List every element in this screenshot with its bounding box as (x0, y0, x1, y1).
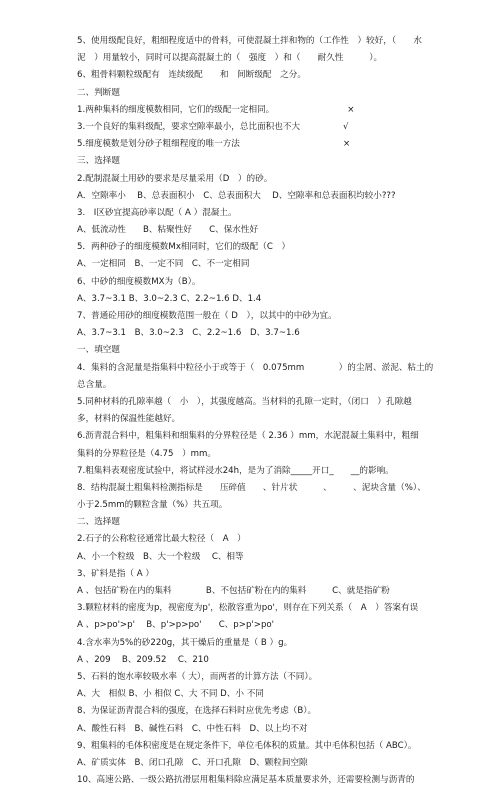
text-line: 9、粗集料的毛体积密度是在规定条件下，单位毛体积的质量。其中毛体积包括（ ABC）。 (77, 740, 417, 751)
text-line: 7、普通砼用砂的细度模数范围一般在（ D ），以其中的中砂为宜。 (77, 311, 337, 321)
text-line: 总含量。 (77, 379, 112, 390)
section-heading: 二、选择题 (77, 517, 120, 528)
section-heading: 二、判断题 (77, 87, 120, 98)
text-line: A、酸性石料 B、碱性石料 C、中性石料 D、以上均不对 (77, 723, 308, 734)
text-line: A、3.7~3.1 B、3.0~2.3 C、2.2~1.6 D、3.7~1.6 (77, 328, 300, 339)
text-line: 5、使用级配良好，粗细程度适中的骨料，可使混凝土拌和物的（工作性 ）较好，（ 水 (77, 36, 422, 46)
text-line: A、小一个粒级 B、大一个粒级 C、相等 (77, 551, 244, 562)
text-line: A、矿质实体 B、闭口孔隙 C、开口孔隙 D、颗粒间空隙 (77, 757, 308, 768)
text-line: A、大 相似 B、小 相似 C、大 不同 D、小 不同 (77, 689, 264, 700)
section-heading: 一、填空题 (77, 345, 120, 356)
text-line: A 、p>po'>p' B、p'>p>po' C、p>p'>po' (77, 620, 275, 631)
text-line: 3、矿料是指（ A ） (77, 568, 154, 579)
text-line: 5.同种材料的孔隙率越（ 小 ），其强度越高。当材料的孔隙一定时，（闭口 ）孔隙越 (77, 396, 412, 407)
text-line: 8、为保证沥青混合料的强度，在选择石料时应优先考虑（B）。 (77, 706, 317, 717)
text-line: 1.两种集料的细度模数相同，它们的级配一定相同。 × (77, 104, 355, 115)
section-heading: 三、选择题 (77, 156, 120, 167)
text-line: 3. I区砂宜提高砂率以配（ A ）混凝土。 (77, 207, 237, 218)
text-line: 小于2.5mm的颗粒含量（%）共五项。 (77, 500, 228, 511)
text-line: 4.含水率为5%的砂220g，其干燥后的重量是（ B ）g。 (77, 637, 293, 648)
text-line: 6、中砂的细度模数MX为（B）。 (77, 276, 201, 287)
text-line: 3.颗粒材料的密度为p，视密度为p'，松散容重为po'，则存在下列关系（ A ）答案有误 (77, 603, 419, 614)
text-line: A、低流动性 B、粘聚性好 C、保水性好 (77, 225, 259, 236)
text-line: 集料的分界粒径是（4.75 ）mm。 (77, 448, 217, 459)
text-line: 10、高速公路、一级公路抗滑层用粗集料除应满足基本质量要求外，还需要检测与沥青的 (77, 775, 415, 786)
text-line: 2.配制混凝土用砂的要求是尽量采用（D ）的砂。 (77, 173, 273, 184)
text-line: 6.沥青混合料中，粗集料和细集料的分界粒径是（ 2.36 ）mm，水泥混凝土集料中，粗细 (77, 431, 419, 442)
text-line: 3.一个良好的集料级配，要求空隙率最小，总比面积也不大 √ (77, 121, 349, 132)
text-line: 2.石子的公称粒径通常比最大粒径（ A ） (77, 534, 246, 545)
text-line: A、3.7~3.1 B、3.0~2.3 C、2.2~1.6 D、1.4 (77, 293, 262, 304)
text-line: 7.粗集料表观密度试验中，将试样浸水24h，是为了消除_____开口_ __的影响。 (77, 465, 394, 476)
text-line: 8．结构混凝土粗集料检测指标是 压碎值 、针片状 、 、泥块含量（%）、 (77, 482, 426, 493)
text-line: A 、包括矿粉在内的集料 B、不包括矿粉在内的集料 C、就是指矿粉 (77, 586, 390, 596)
text-line: 5、石料的饱水率较吸水率（ 大），而两者的计算方法（不同）。 (77, 671, 318, 682)
text-line: 多，材料的保温性能越好。 (77, 414, 181, 425)
text-line: 4．集料的含泥量是指集料中粒径小于或等于（ 0.075mm ）的尘屑、淤泥、粘土的 (77, 362, 434, 373)
text-line: A、一定相同 B、一定不同 C、不一定相同 (77, 259, 250, 270)
text-line: 6、粗骨料颗粒级配有 连续级配 和 间断级配 之分。 (77, 70, 306, 81)
text-line: A 、209 B、209.52 C、210 (77, 654, 209, 665)
text-line: 泥 ）用量较小，同时可以提高混凝土的（ 强度 ）和（ 耐久性 ）。 (77, 53, 383, 64)
text-line: 5．两种砂子的细度模数Mx相同时，它们的级配（C ） (77, 242, 291, 253)
text-line: 5.细度模数是划分砂子粗细程度的唯一方法 × (77, 139, 351, 150)
text-line: A．空隙率小 B、总表面积小 C、总表面积大 D、空隙率和总表面积均较小??? (77, 190, 396, 201)
